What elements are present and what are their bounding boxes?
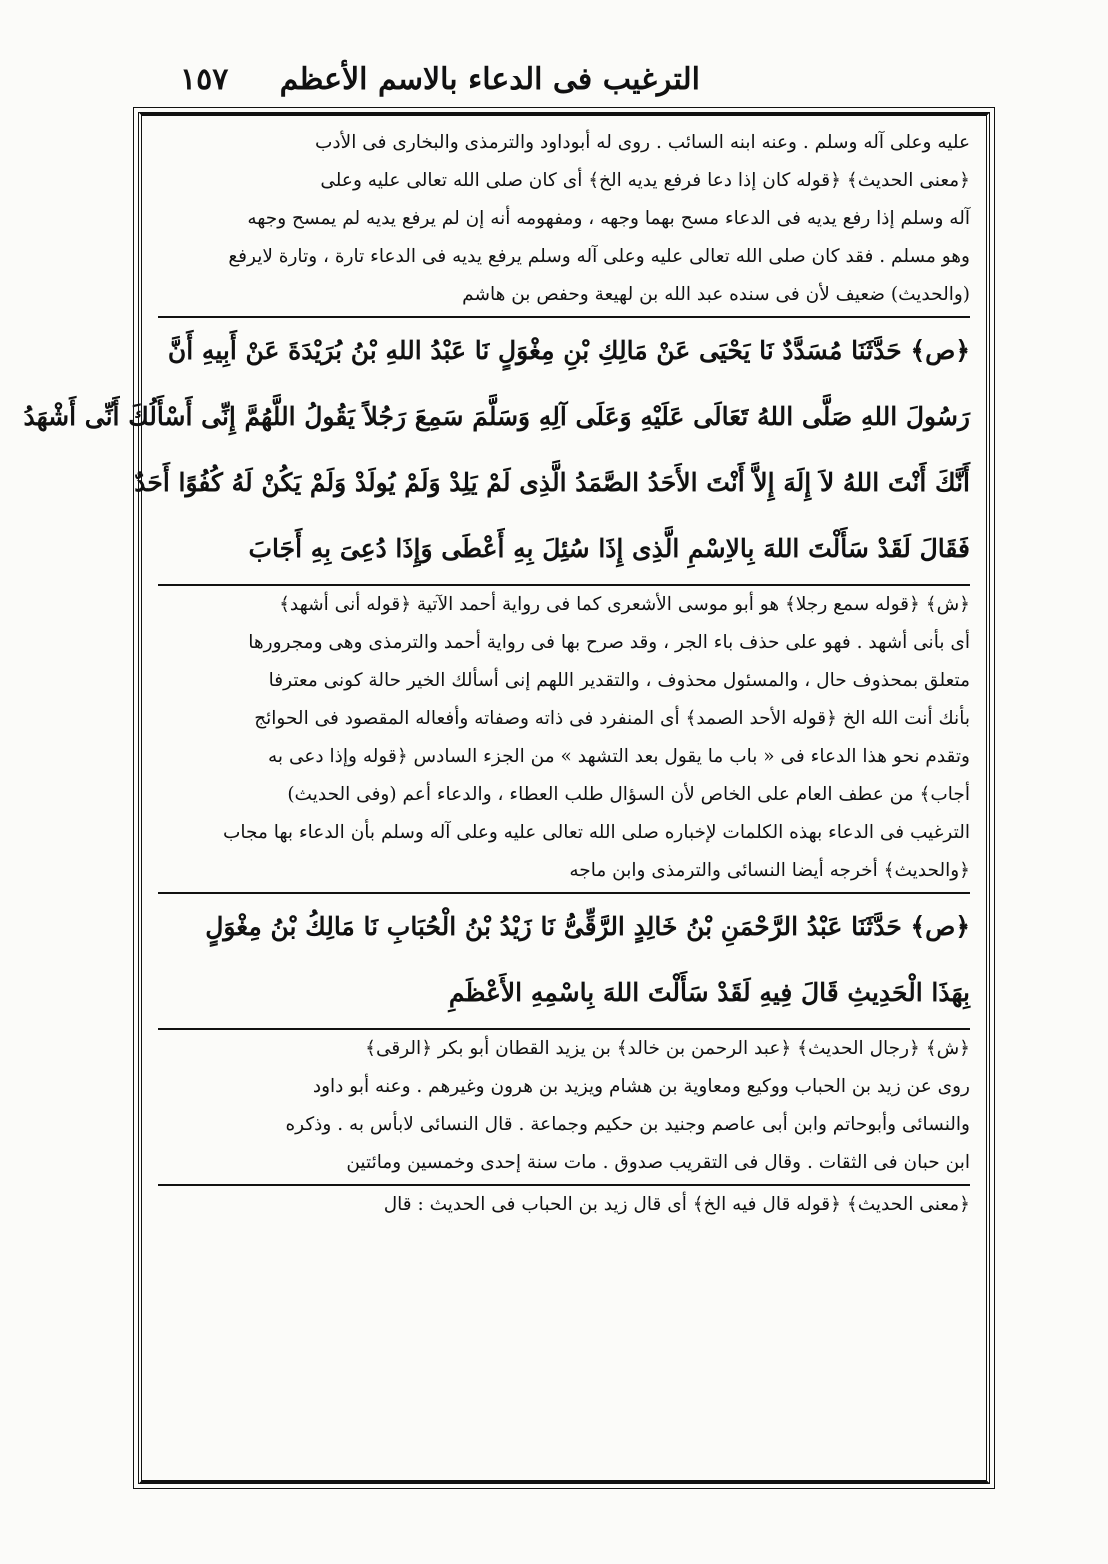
commentary-block-2	[158, 586, 970, 890]
page-body	[23, 124, 970, 1464]
text-line: ﴿معنى الحديث﴾ ﴿قوله قال فيه الخ﴾ أى قال زيد بن الحباب فى الحديث : قال	[383, 1194, 970, 1215]
text-line: ﴿معنى الحديث﴾ ﴿قوله كان إذا دعا فرفع يديه الخ﴾ أى كان صلى الله تعالى عليه وعلى	[320, 170, 970, 191]
hadith-text-1	[23, 318, 970, 582]
hadith-line: رَسُولَ اللهِ صَلَّى اللهُ تَعَالَى عَلَيْهِ وَعَلَى آلِهِ وَسَلَّمَ سَمِعَ رَجُلاً يَقُولُ اللَّهُمَّ إِنِّى أَسْأَلُكَ أَنِّى أَشْهَدُ	[23, 402, 970, 431]
running-title: الترغيب فى الدعاء بالاسم الأعظم	[279, 62, 700, 97]
text-line: روى عن زيد بن الحباب ووكيع ومعاوية بن هشام ويزيد بن هرون وغيرهم . وعنه أبو داود	[312, 1076, 970, 1097]
text-line: ﴿والحديث﴾ أخرجه أيضا النسائى والترمذى وابن ماجه	[569, 860, 970, 881]
hadith-line: أَنَّكَ أَنْتَ اللهُ لاَ إِلَهَ إِلاَّ أَنْتَ الأَحَدُ الصَّمَدُ الَّذِى لَمْ يَلِدْ وَلَمْ يُولَدْ وَلَمْ يَكُنْ لَهُ كُفُوًا أَحَدٌ	[134, 468, 970, 497]
text-line: (والحديث) ضعيف لأن فى سنده عبد الله بن لهيعة وحفص بن هاشم	[462, 284, 970, 305]
hadith-text-2	[158, 894, 970, 1026]
text-line: أجاب﴾ من عطف العام على الخاص لأن السؤال طلب العطاء ، والدعاء أعم (وفى الحديث)	[287, 784, 970, 805]
text-line: ﴿ش﴾ ﴿قوله سمع رجلا﴾ هو أبو موسى الأشعرى كما فى رواية أحمد الآتية ﴿قوله أنى أشهد﴾	[279, 594, 970, 615]
hadith-line: ﴿ص﴾ حَدَّثَنَا مُسَدَّدٌ نَا يَحْيَى عَنْ مَالِكِ بْنِ مِغْوَلٍ نَا عَبْدُ اللهِ بْنُ بُرَيْدَةَ عَنْ أَبِيهِ أَنَّ	[167, 336, 970, 365]
commentary-block-1	[158, 124, 970, 314]
hadith-line: فَقَالَ لَقَدْ سَأَلْتَ اللهَ بِالاِسْمِ الَّذِى إِذَا سُئِلَ بِهِ أَعْطَى وَإِذَا دُعِىَ بِهِ أَجَابَ	[248, 534, 970, 563]
text-line: عليه وعلى آله وسلم . وعنه ابنه السائب . روى له أبوداود والترمذى والبخارى فى الأدب	[314, 132, 970, 153]
text-line: آله وسلم إذا رفع يديه فى الدعاء مسح بهما وجهه ، ومفهومه أنه إن لم يرفع يديه لم يمسح وجهه	[247, 208, 970, 229]
text-line: والنسائى وأبوحاتم وابن أبى عاصم وجنيد بن حكيم وجماعة . قال النسائى لابأس به . وذكره	[285, 1114, 970, 1135]
text-line: وتقدم نحو هذا الدعاء فى « باب ما يقول بعد التشهد » من الجزء السادس ﴿قوله وإذا دعى به	[268, 746, 970, 767]
commentary-block-3	[158, 1030, 970, 1224]
text-line: الترغيب فى الدعاء بهذه الكلمات لإخباره صلى الله تعالى عليه وعلى آله وسلم بأن الدعاء بها مجاب	[222, 822, 970, 843]
text-line: بأنك أنت الله الخ ﴿قوله الأحد الصمد﴾ أى المنفرد فى ذاته وصفاته وأفعاله المقصود فى الحوائج	[254, 708, 970, 729]
text-line: وهو مسلم . فقد كان صلى الله تعالى عليه وعلى آله وسلم يرفع يديه فى الدعاء تارة ، وتارة لايرفع	[228, 246, 970, 267]
hadith-line: بِهَذَا الْحَدِيثِ قَالَ فِيهِ لَقَدْ سَأَلْتَ اللهَ بِاسْمِهِ الأَعْظَمِ	[448, 978, 970, 1007]
text-line: ابن حبان فى الثقات . وقال فى التقريب صدوق . مات سنة إحدى وخمسين ومائتين	[346, 1152, 970, 1173]
text-line: متعلق بمحذوف حال ، والمسئول محذوف ، والتقدير اللهم إنى أسألك الخير حالة كونى معترفا	[268, 670, 970, 691]
page-number: ١٥٧	[180, 62, 229, 97]
text-line: أى بأنى أشهد . فهو على حذف باء الجر ، وقد صرح بها فى رواية أحمد والترمذى وهى ومجرورها	[248, 632, 970, 653]
page-header	[150, 58, 970, 106]
hadith-line: ﴿ص﴾ حَدَّثَنَا عَبْدُ الرَّحْمَنِ بْنُ خَالِدٍ الرَّقِّىُّ نَا زَيْدُ بْنُ الْحُبَابِ نَا مَالِكُ بْنُ مِغْوَلٍ	[205, 912, 970, 941]
text-line: ﴿ش﴾ ﴿رجال الحديث﴾ ﴿عبد الرحمن بن خالد﴾ بن يزيد القطان أبو بكر ﴿الرقى﴾	[365, 1038, 970, 1059]
